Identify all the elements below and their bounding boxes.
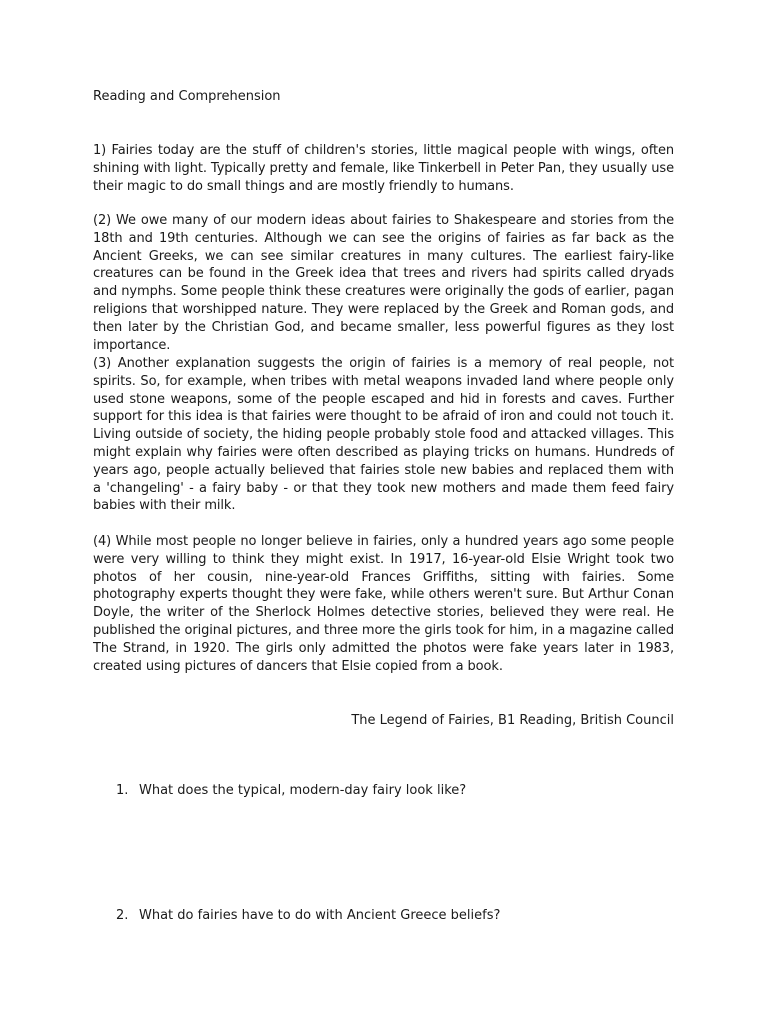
document-title: Reading and Comprehension bbox=[93, 89, 281, 104]
question-text: What does the typical, modern-day fairy look like? bbox=[139, 783, 467, 798]
paragraph-4: (4) While most people no longer believe in fairies, only a hundred years ago some people were very willing to think they might exist. In 1917, 16-year-old Elsie Wright took two photos of her cousin, nine-year-old Frances Griffiths, sitting with fairies. Some photography experts thought they were fake, while others weren't sure. But Arthur Conan Doyle, the writer of the Sherlock Holmes detective stories, believed they were real. He published the original pictures, and three more the girls took for him, in a magazine called The Strand, in 1920. The girls only admitted the photos were fake years later in 1983, created using pictures of dancers that Elsie copied from a book. bbox=[93, 534, 674, 674]
paragraph-3: (3) Another explanation suggests the origin of fairies is a memory of real people, not spirits. So, for example, when tribes with metal weapons invaded land where people only used stone weapons, some of the people escaped and hid in forests and caves. Further support for this idea is that fairies were thought to be afraid of iron and could not touch it. Living outside of society, the hiding people probably stole food and attacked villages. This might explain why fairies were often described as playing tricks on humans. Hundreds of years ago, people actually believed that fairies stole new babies and replaced them with a 'changeling' - a fairy baby - or that they took new mothers and made them feed fairy babies with their milk. bbox=[93, 356, 674, 514]
question-1 bbox=[116, 782, 466, 800]
source-citation: The Legend of Fairies, B1 Reading, British Council bbox=[351, 713, 674, 728]
question-number: 1. bbox=[116, 783, 129, 798]
paragraph-1: 1) Fairies today are the stuff of children's stories, little magical people with wings, often shining with light. Typically pretty and female, like Tinkerbell in Peter Pan, they usually use their magic to do small things and are mostly friendly to humans. bbox=[93, 143, 674, 194]
question-2 bbox=[116, 907, 500, 925]
paragraph-2: (2) We owe many of our modern ideas about fairies to Shakespeare and stories from the 18th and 19th centuries. Although we can see the origins of fairies as far back as the Ancient Greeks, we can see similar creatures in many cultures. The earliest fairy-like creatures can be found in the Greek idea that trees and rivers had spirits called dryads and nymphs. Some people think these creatures were originally the gods of earlier, pagan religions that worshipped nature. They were replaced by the Greek and Roman gods, and then later by the Christian God, and became smaller, less powerful figures as they lost importance. bbox=[93, 213, 674, 353]
question-number: 2. bbox=[116, 908, 129, 923]
question-text: What do fairies have to do with Ancient Greece beliefs? bbox=[139, 908, 501, 923]
